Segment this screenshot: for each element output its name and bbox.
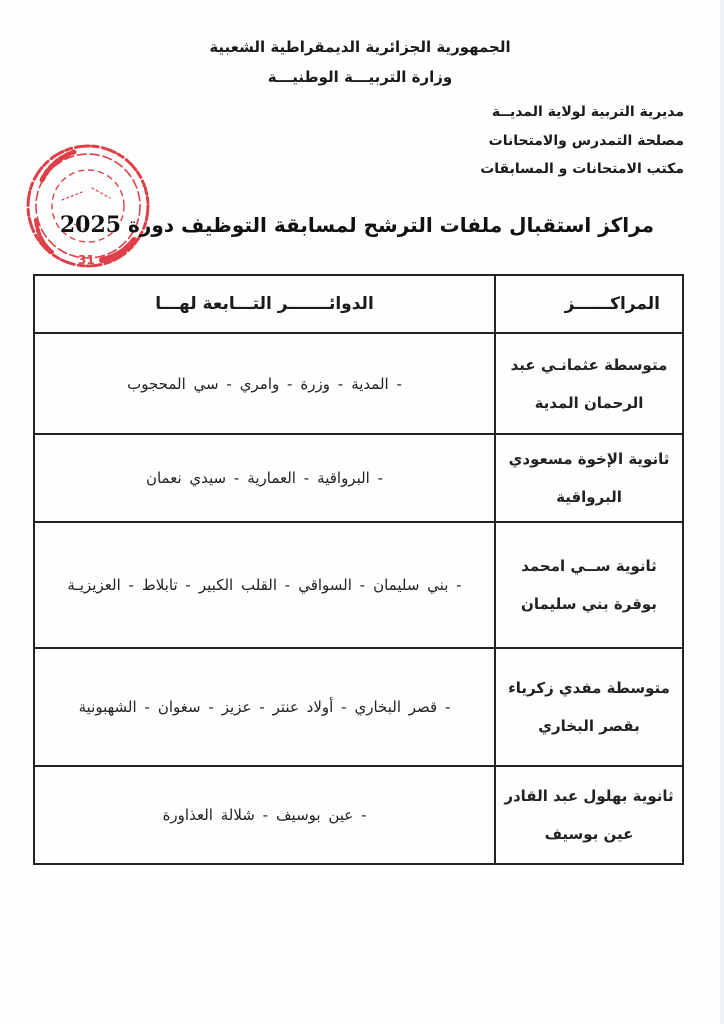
directorate-label: مديرية التربية لولاية المديــة	[491, 104, 684, 120]
header-centers: المراكــــــز	[495, 275, 683, 333]
district-item: - قصر البخاري	[354, 698, 451, 716]
title-year: 2025	[59, 212, 122, 238]
center-cell	[495, 333, 683, 434]
center-name-line1: متوسطة مفدي زكرياء	[508, 679, 670, 697]
center-cell	[495, 766, 683, 864]
district-item: - وامري	[239, 374, 293, 393]
center-name-line1: متوسطة عثمانـي عبد	[510, 355, 668, 374]
stamp-code: 31	[78, 253, 95, 267]
center-name-line1: ثانوية ســي امحمد	[521, 557, 657, 575]
district-item: - العمارية	[247, 469, 310, 487]
centers-table	[33, 274, 684, 865]
center-name-line2: بوقرة بني سليمان	[521, 595, 657, 613]
district-item: - البرواقية	[317, 469, 384, 487]
bureau-label: مكتب الامتحانات و المسابقات	[480, 161, 684, 177]
district-item: - السواقي	[298, 576, 366, 594]
center-cell	[495, 522, 683, 648]
district-item: - سي المحجوب	[127, 374, 232, 393]
districts-cell	[34, 648, 495, 766]
table-row	[34, 333, 683, 434]
district-item: - عزيز	[221, 698, 265, 716]
districts-cell	[34, 766, 495, 864]
district-item: - عين بوسيف	[276, 806, 367, 824]
center-cell	[495, 434, 683, 522]
center-name-line1: ثانوية بهلول عبد القادر	[504, 787, 674, 805]
district-item: - القلب الكبير	[198, 576, 291, 594]
table-row	[34, 648, 683, 766]
title-text: مراكز استقبال ملفات الترشح لمسابقة التوظيف دورة	[128, 213, 654, 237]
district-item: - المدية	[351, 374, 402, 393]
district-item: - شلالة العذاورة	[162, 806, 269, 824]
center-name-line2: عين بوسيف	[544, 825, 634, 843]
districts-cell	[34, 522, 495, 648]
districts-cell	[34, 333, 495, 434]
district-item: - العزيزيـة	[67, 576, 134, 594]
center-cell	[495, 648, 683, 766]
table-row	[34, 522, 683, 648]
service-label: مصلحة التمدرس والامتحانات	[488, 133, 684, 149]
center-name-line2: بقصر البخاري	[538, 717, 640, 735]
district-item: - الشهبونية	[78, 698, 150, 716]
official-stamp-icon	[22, 140, 154, 272]
ministry-heading: وزارة التربيـــة الوطنيـــة	[267, 68, 453, 86]
scan-edge	[720, 0, 724, 1024]
center-name-line2: الرحمان المدية	[534, 393, 644, 412]
district-item: - سغوان	[157, 698, 214, 716]
district-item: - أولاد عنتر	[272, 698, 347, 716]
table-row	[34, 766, 683, 864]
republic-heading: الجمهورية الجزائرية الديمقراطية الشعبية	[209, 38, 511, 56]
header-districts: الدوائـــــــر التـــابعة لهـــا	[34, 275, 495, 333]
table-row	[34, 434, 683, 522]
districts-cell	[34, 434, 495, 522]
district-item: - وزرة	[300, 374, 344, 393]
document-title	[60, 212, 654, 238]
district-item: - سيدي نعمان	[145, 469, 240, 487]
table-header-row	[34, 275, 683, 333]
district-item: - بني سليمان	[373, 576, 462, 594]
district-item: - تابلاط	[141, 576, 191, 594]
center-name-line2: البرواقية	[556, 488, 622, 506]
center-name-line1: ثانوية الإخوة مسعودي	[508, 450, 670, 468]
